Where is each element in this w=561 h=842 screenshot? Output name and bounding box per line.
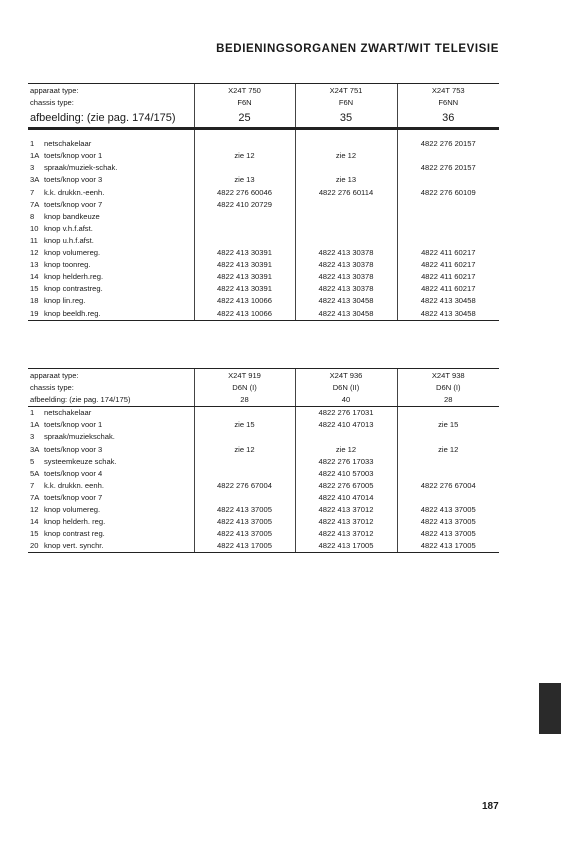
row-number: 1A <box>30 420 40 430</box>
table-row <box>28 528 499 540</box>
part-number-col-2: 4822 413 37012 <box>295 528 397 540</box>
afbeelding-col-2: 35 <box>295 109 397 129</box>
part-number-col-3 <box>397 150 499 162</box>
part-number-col-1 <box>194 456 295 468</box>
part-number-col-3: zie 15 <box>397 419 499 431</box>
row-label: knop lin.reg. <box>44 296 86 306</box>
part-number-col-1: 4822 413 30391 <box>194 247 295 259</box>
row-number: 14 <box>30 272 39 282</box>
table-row <box>28 162 499 174</box>
row-number: 20 <box>30 541 39 551</box>
row-label: toets/knop voor 7 <box>44 199 103 209</box>
row-number: 12 <box>30 505 39 515</box>
table-row <box>28 431 499 443</box>
header-row-apparaat <box>28 84 499 98</box>
row-number: 1 <box>30 139 35 149</box>
part-number-col-2: 4822 276 67005 <box>295 480 397 492</box>
part-number-col-1: zie 13 <box>194 174 295 186</box>
part-number-col-1: zie 15 <box>194 419 295 431</box>
row-label-cell <box>28 419 194 431</box>
part-number-col-1: 4822 410 20729 <box>194 199 295 211</box>
part-number-col-2 <box>295 162 397 174</box>
row-label: knop helderh. reg. <box>44 517 106 527</box>
part-number-col-2 <box>295 235 397 247</box>
afbeelding-col-3: 36 <box>397 109 499 129</box>
part-number-col-3 <box>397 235 499 247</box>
row-number: 1 <box>30 408 35 418</box>
chassis-col-1: F6N <box>194 97 295 109</box>
part-number-col-2: 4822 410 47013 <box>295 419 397 431</box>
row-label: toets/knop voor 4 <box>44 468 103 478</box>
row-label-cell <box>28 271 194 283</box>
table-row <box>28 407 499 420</box>
apparaat-label: apparaat type: <box>28 369 194 383</box>
part-number-col-2: 4822 410 47014 <box>295 492 397 504</box>
row-label-cell <box>28 516 194 528</box>
row-label: toets/knop voor 7 <box>44 492 103 502</box>
row-number: 8 <box>30 211 35 221</box>
part-number-col-3 <box>397 456 499 468</box>
afbeelding-col-2: 40 <box>295 394 397 407</box>
row-label-cell <box>28 444 194 456</box>
part-number-col-2: zie 12 <box>295 444 397 456</box>
row-number: 3 <box>30 163 35 173</box>
row-number: 1A <box>30 151 40 161</box>
row-label-cell <box>28 407 194 420</box>
parts-table-1 <box>28 83 499 321</box>
part-number-col-1 <box>194 492 295 504</box>
table-row <box>28 235 499 247</box>
table-row <box>28 247 499 259</box>
part-number-col-3: 4822 411 60217 <box>397 283 499 295</box>
row-number: 7A <box>30 492 40 502</box>
part-number-col-3: zie 12 <box>397 444 499 456</box>
table-row <box>28 150 499 162</box>
table-row <box>28 468 499 480</box>
row-label-cell <box>28 480 194 492</box>
table-row <box>28 259 499 271</box>
chassis-col-2: F6N <box>295 97 397 109</box>
part-number-col-3: 4822 411 60217 <box>397 259 499 271</box>
table-row <box>28 492 499 504</box>
row-number: 14 <box>30 517 39 527</box>
row-label-cell <box>28 431 194 443</box>
row-label: knop beeldh.reg. <box>44 308 101 318</box>
part-number-col-1: 4822 276 60046 <box>194 187 295 199</box>
part-number-col-3 <box>397 407 499 420</box>
page-number: 187 <box>482 801 499 812</box>
row-number: 12 <box>30 248 39 258</box>
row-label: k.k. drukkn. eenh. <box>44 480 104 490</box>
row-label-cell <box>28 456 194 468</box>
row-label: systeemkeuze schak. <box>44 456 117 466</box>
part-number-col-2: 4822 413 30378 <box>295 271 397 283</box>
row-label: knop vert. synchr. <box>44 541 104 551</box>
part-number-col-1: 4822 413 37005 <box>194 516 295 528</box>
header-row-apparaat <box>28 369 499 383</box>
part-number-col-1 <box>194 235 295 247</box>
part-number-col-2: zie 12 <box>295 150 397 162</box>
part-number-col-2: 4822 413 37012 <box>295 516 397 528</box>
table-row <box>28 199 499 211</box>
row-label-cell <box>28 187 194 199</box>
page-title: BEDIENINGSORGANEN ZWART/WIT TELEVISIE <box>216 43 499 55</box>
header-row-chassis <box>28 97 499 109</box>
row-label: k.k. drukkn.-eenh. <box>44 187 105 197</box>
apparaat-col-2: X24T 936 <box>295 369 397 383</box>
part-number-col-1: 4822 413 37005 <box>194 504 295 516</box>
part-number-col-1 <box>194 223 295 235</box>
table-row <box>28 308 499 321</box>
part-number-col-2: 4822 276 17033 <box>295 456 397 468</box>
part-number-col-1 <box>194 211 295 223</box>
apparaat-col-2: X24T 751 <box>295 84 397 98</box>
part-number-col-3: 4822 413 37005 <box>397 528 499 540</box>
row-label-cell <box>28 211 194 223</box>
part-number-col-1: 4822 413 30391 <box>194 271 295 283</box>
row-label: knop toonreg. <box>44 260 91 270</box>
part-number-col-1 <box>194 431 295 443</box>
row-label: toets/knop voor 1 <box>44 151 103 161</box>
table-row <box>28 444 499 456</box>
chassis-col-2: D6N (II) <box>295 382 397 394</box>
parts-table-2 <box>28 368 499 553</box>
part-number-col-2 <box>295 223 397 235</box>
part-number-col-1: 4822 413 10066 <box>194 295 295 307</box>
afbeelding-label: afbeelding: (zie pag. 174/175) <box>28 394 194 407</box>
row-number: 3 <box>30 432 35 442</box>
chassis-col-3: F6NN <box>397 97 499 109</box>
part-number-col-2: 4822 276 60114 <box>295 187 397 199</box>
table-row <box>28 223 499 235</box>
part-number-col-3 <box>397 211 499 223</box>
part-number-col-3: 4822 276 20157 <box>397 162 499 174</box>
part-number-col-2: 4822 413 37012 <box>295 504 397 516</box>
part-number-col-1 <box>194 138 295 150</box>
row-label-cell <box>28 528 194 540</box>
part-number-col-1: 4822 413 10066 <box>194 308 295 321</box>
part-number-col-2 <box>295 199 397 211</box>
row-label: knop helderh.reg. <box>44 272 104 282</box>
part-number-col-3: 4822 276 60109 <box>397 187 499 199</box>
row-label-cell <box>28 492 194 504</box>
row-label-cell <box>28 174 194 186</box>
afbeelding-label: afbeelding: (zie pag. 174/175) <box>28 109 194 129</box>
row-number: 5 <box>30 456 35 466</box>
part-number-col-2: 4822 276 17031 <box>295 407 397 420</box>
afbeelding-col-1: 25 <box>194 109 295 129</box>
row-label: toets/knop voor 3 <box>44 444 103 454</box>
part-number-col-2: 4822 413 17005 <box>295 540 397 553</box>
part-number-col-3: 4822 411 60217 <box>397 247 499 259</box>
part-number-col-3: 4822 276 20157 <box>397 138 499 150</box>
header-row-chassis <box>28 382 499 394</box>
part-number-col-1: 4822 413 17005 <box>194 540 295 553</box>
row-label: netschakelaar <box>44 139 92 149</box>
row-label-cell <box>28 468 194 480</box>
chassis-label: chassis type: <box>30 98 74 108</box>
part-number-col-3: 4822 413 37005 <box>397 516 499 528</box>
row-label-cell <box>28 308 194 321</box>
table-row <box>28 419 499 431</box>
part-number-col-3: 4822 413 37005 <box>397 504 499 516</box>
table-row <box>28 456 499 468</box>
table-row <box>28 504 499 516</box>
part-number-col-1: 4822 276 67004 <box>194 480 295 492</box>
row-label-cell <box>28 199 194 211</box>
table-row <box>28 480 499 492</box>
part-number-col-3 <box>397 468 499 480</box>
row-label: knop contrastreg. <box>44 284 103 294</box>
afbeelding-col-1: 28 <box>194 394 295 407</box>
apparaat-col-3: X24T 938 <box>397 369 499 383</box>
part-number-col-1: 4822 413 37005 <box>194 528 295 540</box>
row-label: knop volumereg. <box>44 248 101 258</box>
row-label: knop u.h.f.afst. <box>44 235 94 245</box>
row-number: 15 <box>30 529 39 539</box>
part-number-col-2 <box>295 431 397 443</box>
table-row <box>28 540 499 553</box>
part-number-col-3: 4822 413 17005 <box>397 540 499 553</box>
part-number-col-3: 4822 411 60217 <box>397 271 499 283</box>
part-number-col-1 <box>194 407 295 420</box>
afbeelding-col-3: 28 <box>397 394 499 407</box>
part-number-col-3 <box>397 492 499 504</box>
row-label: spraak/muziek-schak. <box>44 163 118 173</box>
part-number-col-3 <box>397 431 499 443</box>
row-label-cell <box>28 540 194 553</box>
part-number-col-3: 4822 413 30458 <box>397 295 499 307</box>
apparaat-label: apparaat type: <box>28 84 194 98</box>
part-number-col-1: zie 12 <box>194 444 295 456</box>
row-number: 15 <box>30 284 39 294</box>
chassis-col-1: D6N (I) <box>194 382 295 394</box>
row-label-cell <box>28 223 194 235</box>
apparaat-col-3: X24T 753 <box>397 84 499 98</box>
table-row <box>28 187 499 199</box>
row-label: toets/knop voor 1 <box>44 420 103 430</box>
part-number-col-1: zie 12 <box>194 150 295 162</box>
part-number-col-2: 4822 410 57003 <box>295 468 397 480</box>
row-number: 11 <box>30 235 38 245</box>
row-label-cell <box>28 150 194 162</box>
part-number-col-2: 4822 413 30378 <box>295 283 397 295</box>
row-number: 3A <box>30 444 40 454</box>
table-row <box>28 295 499 307</box>
part-number-col-2: 4822 413 30458 <box>295 295 397 307</box>
row-number: 18 <box>30 296 39 306</box>
header-row-afbeelding <box>28 109 499 129</box>
row-label-cell <box>28 162 194 174</box>
part-number-col-3: 4822 413 30458 <box>397 308 499 321</box>
row-number: 7A <box>30 199 40 209</box>
row-label-cell <box>28 504 194 516</box>
table-row <box>28 283 499 295</box>
part-number-col-1: 4822 413 30391 <box>194 283 295 295</box>
row-number: 3A <box>30 175 40 185</box>
part-number-col-1 <box>194 468 295 480</box>
row-label-cell <box>28 283 194 295</box>
part-number-col-3 <box>397 223 499 235</box>
row-label: knop v.h.f.afst. <box>44 223 93 233</box>
part-number-col-2 <box>295 211 397 223</box>
row-label: spraak/muziekschak. <box>44 432 115 442</box>
row-number: 7 <box>30 187 35 197</box>
table-row <box>28 138 499 150</box>
part-number-col-2 <box>295 138 397 150</box>
part-number-col-2: 4822 413 30378 <box>295 259 397 271</box>
row-label-cell <box>28 138 194 150</box>
row-label-cell <box>28 295 194 307</box>
row-label: knop bandkeuze <box>44 211 100 221</box>
row-label: toets/knop voor 3 <box>44 175 103 185</box>
part-number-col-2: zie 13 <box>295 174 397 186</box>
table-row <box>28 211 499 223</box>
row-number: 13 <box>30 260 39 270</box>
thumb-index-tab <box>539 683 561 734</box>
row-label-cell <box>28 247 194 259</box>
part-number-col-1 <box>194 162 295 174</box>
row-label: knop volumereg. <box>44 505 101 515</box>
part-number-col-3 <box>397 174 499 186</box>
table-row <box>28 516 499 528</box>
apparaat-col-1: X24T 919 <box>194 369 295 383</box>
apparaat-col-1: X24T 750 <box>194 84 295 98</box>
header-row-afbeelding <box>28 394 499 407</box>
part-number-col-2: 4822 413 30378 <box>295 247 397 259</box>
row-number: 19 <box>30 308 39 318</box>
table-row <box>28 271 499 283</box>
chassis-col-3: D6N (I) <box>397 382 499 394</box>
row-number: 5A <box>30 468 40 478</box>
row-number: 7 <box>30 480 35 490</box>
part-number-col-1: 4822 413 30391 <box>194 259 295 271</box>
row-number: 10 <box>30 223 39 233</box>
row-label-cell <box>28 235 194 247</box>
row-label-cell <box>28 259 194 271</box>
chassis-label: chassis type: <box>30 383 74 393</box>
part-number-col-3 <box>397 199 499 211</box>
row-label: netschakelaar <box>44 408 92 418</box>
table-row <box>28 174 499 186</box>
part-number-col-2: 4822 413 30458 <box>295 308 397 321</box>
part-number-col-3: 4822 276 67004 <box>397 480 499 492</box>
row-label: knop contrast reg. <box>44 529 105 539</box>
